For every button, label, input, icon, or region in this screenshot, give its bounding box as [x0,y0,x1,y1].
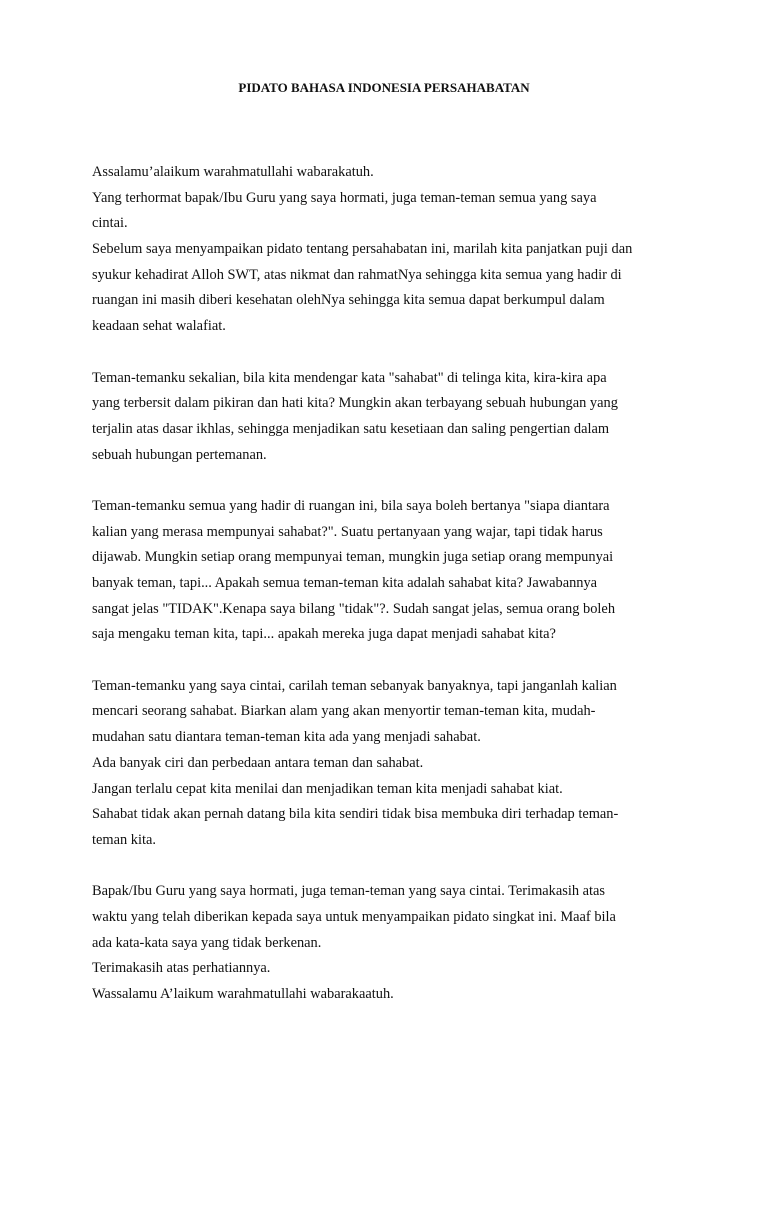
paragraph-gap [92,648,692,674]
text-line: Terimakasih atas perhatiannya. [92,960,271,977]
text-line: Teman-temanku sekalian, bila kita mendengar kata "sahabat" di telinga kita, kira-kira apa [92,369,607,386]
paragraph-gap [92,340,692,366]
text-line: Sahabat tidak akan pernah datang bila kita sendiri tidak bisa membuka diri terhadap teman- [92,806,619,823]
document-title: PIDATO BAHASA INDONESIA PERSAHABATAN [238,80,530,95]
text-line: Yang terhormat bapak/Ibu Guru yang saya hormati, juga teman-teman semua yang saya [92,189,597,206]
text-line: dijawab. Mungkin setiap orang mempunyai teman, mungkin juga setiap orang mempunyai [92,549,614,566]
text-line: Jangan terlalu cepat kita menilai dan menjadikan teman kita menjadi sahabat kiat. [92,780,563,797]
text-line: ruangan ini masih diberi kesehatan olehNya sehingga kita semua dapat berkumpul dalam [92,292,605,309]
text-line: sangat jelas "TIDAK".Kenapa saya bilang "tidak"?. Sudah sangat jelas, semua orang boleh [92,600,616,617]
text-line: yang terbersit dalam pikiran dan hati kita? Mungkin akan terbayang sebuah hubungan yang [92,395,618,412]
text-line: Bapak/Ibu Guru yang saya hormati, juga teman-teman yang saya cintai. Terimakasih atas [92,883,606,900]
text-line: mudahan satu diantara teman-teman kita ada yang menjadi sahabat. [92,729,481,746]
text-line: teman kita. [92,831,156,848]
text-line: Sebelum saya menyampaikan pidato tentang persahabatan ini, marilah kita panjatkan puji dan [92,241,633,258]
paragraph-gap [92,468,692,494]
text-line: terjalin atas dasar ikhlas, sehingga menjadikan satu kesetiaan dan saling pengertian dalam [92,420,610,437]
text-line: saja mengaku teman kita, tapi... apakah mereka juga dapat menjadi sahabat kita? [92,626,556,643]
text-line: keadaan sehat walafiat. [92,318,226,335]
text-line: Wassalamu A’laikum warahmatullahi wabarakaatuh. [92,986,394,1002]
text-line: sebuah hubungan pertemanan. [92,446,267,463]
document-body [92,160,692,1008]
text-line: syukur kehadirat Alloh SWT, atas nikmat dan rahmatNya sehingga kita semua yang hadir di [92,266,622,283]
text-line: Assalamu’alaikum warahmatullahi wabarakatuh. [92,164,374,180]
text-line: Teman-temanku semua yang hadir di ruangan ini, bila saya boleh bertanya "siapa diantara [92,497,610,514]
text-line: banyak teman, tapi... Apakah semua teman-teman kita adalah sahabat kita? Jawabannya [92,575,598,591]
text-line: waktu yang telah diberikan kepada saya untuk menyampaikan pidato singkat ini. Maaf bila [92,908,616,925]
text-line: cintai. [92,215,128,232]
text-line: Teman-temanku yang saya cintai, carilah teman sebanyak banyaknya, tapi janganlah kalian [92,677,617,694]
text-line: Ada banyak ciri dan perbedaan antara teman dan sahabat. [92,754,424,771]
text-line: ada kata-kata saya yang tidak berkenan. [92,934,322,951]
text-line: kalian yang merasa mempunyai sahabat?". Suatu pertanyaan yang wajar, tapi tidak harus [92,523,603,540]
text-line: mencari seorang sahabat. Biarkan alam yang akan menyortir teman-teman kita, mudah- [92,703,596,720]
paragraph-gap [92,854,692,880]
